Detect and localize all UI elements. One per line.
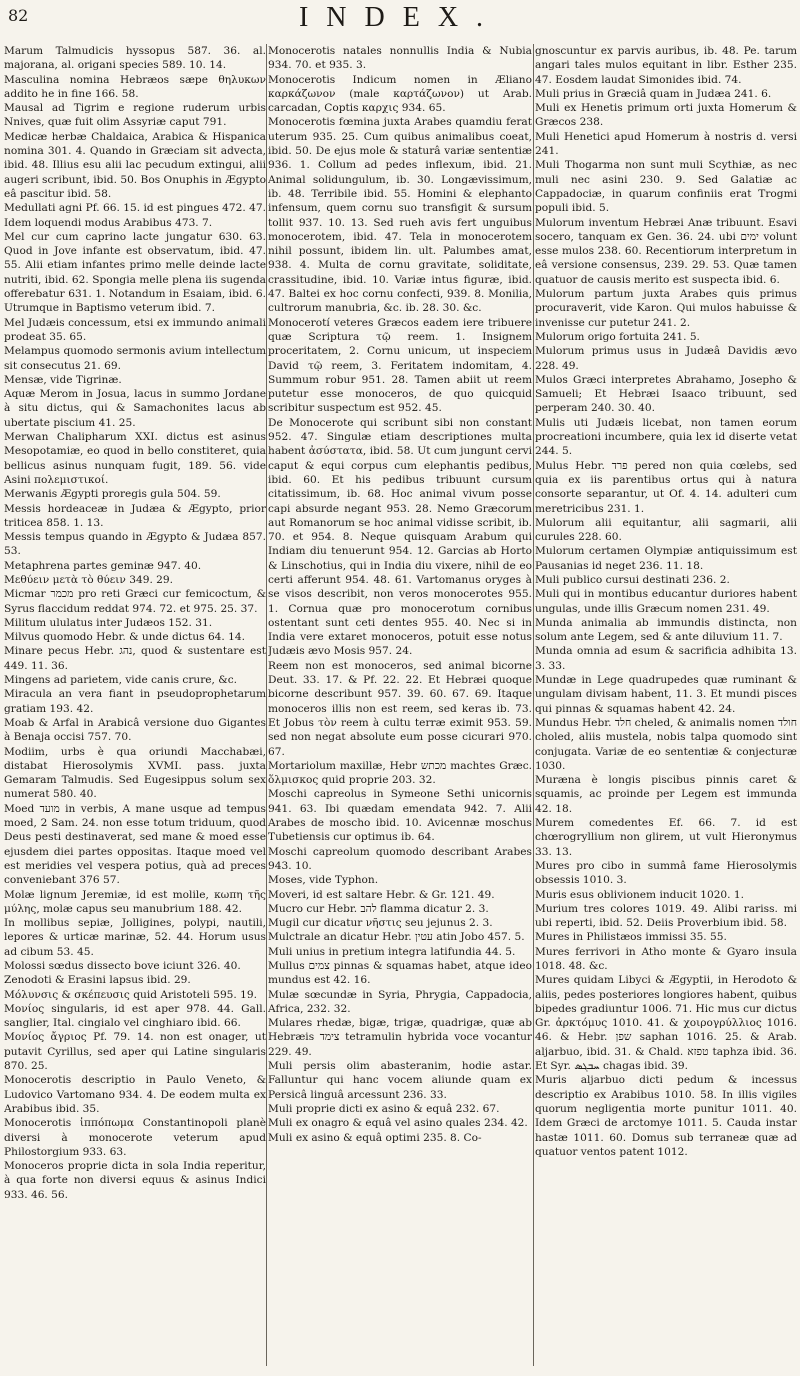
index-entry: Muli ex asino & equâ optimi 235. 8. Co- xyxy=(268,1131,482,1144)
index-entry: Mingens ad parietem, vide canis crure, &c. xyxy=(4,674,238,687)
index-entry: Monocerotis ἱππόπωμα Constantinopoli planè diversi à monocerote veterum apud Philostorgium 933. 63. xyxy=(4,1117,266,1158)
index-entry: Moschi capreolum quomodo describant Arabes 943. 10. xyxy=(268,845,532,872)
index-entry: Muli qui in montibus educantur duriores habent ungulas, unde illis Græcum nomen 231. 49. xyxy=(535,588,797,615)
index-entry: Messis tempus quando in Ægypto & Judæa 857. 53. xyxy=(4,531,266,558)
index-entry: Mures in Philistæos immissi 35. 55. xyxy=(535,931,727,944)
index-entry: Moses, vide Typhon. xyxy=(268,874,379,887)
index-entry: Muli proprie dicti ex asino & equâ 232. 67. xyxy=(268,1102,500,1115)
index-entry: Mundus Hebr. חלד cheled, & animalis nomen חולד choled, aliis mustela, nobis talpa quomodo sint conjugata. Variæ de eo sententiæ & conjecturæ 1030. xyxy=(535,716,797,772)
index-entry: Muris aljarbuo dicti pedum & incessus descriptio ex Arabibus 1010. 58. In illis vigiles quorum negligentia morte punitur 1011. 40. Idem Græci de arctomye 1011. 5. Cauda instar hastæ 1011. 60. Domus sub terraneæ quæ ad quatuor ventos patent 1012. xyxy=(535,1074,797,1158)
index-entry: Muli ex Henetis primum orti juxta Homerum & Græcos 238. xyxy=(535,102,797,129)
index-entry: Mel cur cum caprino lacte jungatur 630. 63. Quod in Jove infante est observatum, ibid. 47. 55. Alii etiam infantes primo melle deinde lacte nutriti, ibid. 62. Spongia melle plena iis sugenda offerebatur 631. 1. Notandum in Esaiam, ibid. 6. Utrumque in Baptismo veterum ibid. 7. xyxy=(4,230,266,315)
index-entry: Minare pecus Hebr. נהג, quod & sustentare est 449. 11. 36. xyxy=(4,645,266,672)
index-entry: Messis hordeaceæ in Judæa & Ægypto, prior triticea 858. 1. 13. xyxy=(4,502,266,529)
index-entry: Reem non est monoceros, sed animal bicorne Deut. 33. 17. & Pf. 22. 22. Et Hebræi quoque bicorne describunt 957. 39. 60. 67. 69. Itaque monoceros illis non est reem, sed keras ib. 73. Et Jobus τὸν reem à cultu terræ eximit 953. 59. sed non negat absolute eum posse cicurari 970. 67. xyxy=(268,659,532,758)
index-entry: Mures ferrivori in Atho monte & Gyaro insula 1018. 48. &c. xyxy=(535,945,797,972)
index-entry: Mulorum primus usus in Judæâ Davidis ævo 228. 49. xyxy=(535,345,797,372)
index-entry: Mugil cur dicatur νῆστις seu jejunus 2. 3. xyxy=(268,917,493,930)
index-entry: Mulis uti Judæis licebat, non tamen eorum procreationi incumbere, quia lex id diserte vetat 244. 5. xyxy=(535,416,797,458)
index-entry: Μονίος singularis, id est aper 978. 44. Gall. sanglier, Ital. cingialo vel cinghiaro ibid. 66. xyxy=(4,1002,266,1030)
index-entry: Moschi capreolus in Symeone Sethi unicornis 941. 63. Ibi quædam emendata 942. 7. Alii Arabes de moscho ibid. 10. Avicennæ moschus Tubetiensis cur optimus ib. 64. xyxy=(268,788,532,844)
index-entry: Zenodoti & Erasini lapsus ibid. 29. xyxy=(4,974,191,987)
index-entry: Munda omnia ad esum & sacrificia adhibita 13. 3. 33. xyxy=(535,645,797,672)
index-entry: Moveri, id est saltare Hebr. & Gr. 121. 49. xyxy=(268,888,495,901)
page-number: 82 xyxy=(8,6,29,25)
index-entry: Muli ex onagro & equâ vel asino quales 234. 42. xyxy=(268,1117,528,1130)
index-entry: Muli unius in pretium integra latifundia 44. 5. xyxy=(268,945,516,958)
index-entry: Mulorum certamen Olympiæ antiquissimum est Pausanias id neget 236. 11. 18. xyxy=(535,545,797,572)
index-entry: Mulorum origo fortuita 241. 5. xyxy=(535,330,700,343)
index-entry: Μεθύειν μετὰ τὸ θύειν 349. 29. xyxy=(4,573,174,586)
index-entry: Mures pro cibo in summâ fame Hierosolymis obsessis 1010. 3. xyxy=(535,859,797,887)
index-entry: Mucro cur Hebr. להב flamma dicatur 2. 3. xyxy=(268,902,489,915)
index-entry: Muli publico cursui destinati 236. 2. xyxy=(535,573,730,586)
index-entry: Muris esus oblivionem inducit 1020. 1. xyxy=(535,888,745,901)
index-entry: Mensæ, vide Tigrinæ. xyxy=(4,373,122,386)
index-entry: Mures quidam Libyci & Ægyptii, in Herodoto & aliis, pedes posteriores longiores habent, quibus bipedes gradiuntur 1006. 71. Hic mus cur dictus Gr. ἀρκτόμυς 1010. 41. & χοιρογρύλλιος 1016. 46. & Hebr. שפן saphan 1016. 25. & Arab. aljarbuo, ibid. 31. & Chald. טפזא taphza ibid. 36. Et Syr. ܚܒܓܣ chagas ibid. 39. xyxy=(535,974,797,1073)
index-entry: Mulorum inventum Hebræi Anæ tribuunt. Esavi socero, tanquam ex Gen. 36. 24. ubi ימים volunt esse mulos 238. 60. Recentiorum interpretum in eâ versione consensus, 239. 29. 53. Quæ tamen quatuor de causis merito est suspecta ibid. 6. xyxy=(535,216,797,286)
index-column-3 xyxy=(535,44,797,1366)
index-entry: Murium tres colores 1019. 49. Alibi rariss. mi ubi reperti, ibid. 52. Deiis Proverbium ibid. 58. xyxy=(535,902,797,930)
index-entry: Moab & Arfal in Arabicâ versione duo Gigantes à Benaja occisi 757. 70. xyxy=(4,716,266,744)
index-entry: Metaphrena partes geminæ 947. 40. xyxy=(4,559,202,572)
index-entry: In mollibus sepiæ, Jolligines, polypi, nautili, lepores & urticæ marinæ, 52. 44. Horum usus ad cibum 53. 45. xyxy=(4,917,266,958)
index-entry: Merwan Chalipharum XXI. dictus est asinus Mesopotamiæ, eo quod in bello constiteret, quia bellicus asinus nunquam fugit, 189. 56. vide Asini πολεμιστικοί. xyxy=(4,431,266,486)
index-entry: Μόλυνσις & σκέπευσις quid Aristoteli 595. 19. xyxy=(4,988,258,1001)
index-entry: Mulorum partum juxta Arabes quis primus procuraverit, vide Karon. Qui mulos habuisse & invenisse cur putetur 241. 2. xyxy=(535,288,797,329)
index-entry: Mulctrale an dicatur Hebr. עטין atin Jobo 457. 5. xyxy=(268,931,525,944)
index-entry: Murem comedentes Ef. 66. 7. id est chœrogryllium non glirem, ut vult Hieronymus 33. 13. xyxy=(535,817,797,858)
column-rule-left xyxy=(266,44,267,1366)
index-entry: Mullus צמים pinnas & squamas habet, atque ideo mundus est 42. 16. xyxy=(268,960,532,987)
index-entry: Muræna è longis piscibus pinnis caret & squamis, ac proinde per Legem est immunda 42. 18. xyxy=(535,774,797,815)
index-entry: Marum Talmudicis hyssopus 587. 36. al. majorana, al. origani species 589. 10. 14. xyxy=(4,45,266,72)
index-entry: Mundæ in Lege quadrupedes quæ ruminant & ungulam divisam habent, 11. 3. Et mundi pisces qui pinnas & squamas habent 42. 24. xyxy=(535,674,797,715)
index-entry: Monocerotis natales nonnullis India & Nubia 934. 70. et 935. 3. xyxy=(268,45,532,72)
index-entry: Merwanis Ægypti proregis gula 504. 59. xyxy=(4,488,221,501)
index-column-1 xyxy=(4,44,266,1366)
index-entry: Μονίος ἄγριος Pf. 79. 14. non est onager, ut putavit Cyrillus, sed aper qui Latine singularis 870. 25. xyxy=(4,1031,266,1073)
index-entry: Muli prius in Græciâ quam in Judæa 241. 6. xyxy=(535,87,772,100)
index-entry: Muli Henetici apud Homerum à nostris d. versi 241. xyxy=(535,130,797,158)
index-entry: De Monocerote qui scribunt sibi non constant 952. 47. Singulæ etiam descriptiones multa habent ἀσύστατα, ibid. 58. Ut cum jungunt cervi caput & equi corpus cum elephantis pedibus, ibid. 60. Et his pedibus tribuunt cursum citatissimum, ib. 68. Hoc animal vivum posse capi absurde negant 953. 28. Nemo Græcorum aut Romanorum se hoc animal vidisse scribit, ib. 70. et 954. 8. Neque quisquam Arabum qui Indiam diu tenuerunt 954. 12. Garcias ab Horto & Linschotius, qui in India diu vixere, nihil de eo certi afferunt 954. 48. 61. Vartomanus oryges à se visos describit, non veros monocerotes 955. 1. Cornua quæ pro monocerotum cornibus ostentant sunt ceti dentes 955. 40. Nec si in India vere extaret monoceros, potuit esse notus Judæis ævo Mosis 957. 24. xyxy=(268,416,532,658)
index-entry: Monocerotis descriptio in Paulo Veneto, & Ludovico Vartomano 934. 4. De eodem multa ex Arabibus ibid. 35. xyxy=(4,1074,266,1115)
index-entry: Muli persis olim abasteranim, hodie astar. Falluntur qui hanc vocem aliunde quam ex Persicâ linguâ arcessunt 236. 33. xyxy=(268,1060,532,1101)
running-head: INDEX. xyxy=(298,2,502,33)
index-entry: Molossi sœdus dissecto bove iciunt 326. 40. xyxy=(4,960,241,972)
index-entry: gnoscuntur ex parvis auribus, ib. 48. Pe. tarum angari tales mulos equitant in libr. Esther 235. 47. Eosdem laudat Simonides ibid. 74. xyxy=(535,45,797,86)
index-entry: Mausal ad Tigrim e regione ruderum urbis Nnives, quæ fuit olim Assyriæ caput 791. xyxy=(4,102,266,129)
index-entry: Medullati agni Pf. 66. 15. id est pingues 472. 47. Idem loquendi modus Arabibus 473. 7. xyxy=(4,202,266,229)
index-entry: Mortariolum maxillæ, Hebr מכתש machtes Græc. ὅλμισκος quid proprie 203. 32. xyxy=(268,759,532,787)
index-entry: Aquæ Merom in Josua, lacus in summo Jordane à situ dictus, qui & Samachonites lacus ab ubertate piscium 41. 25. xyxy=(4,388,266,429)
index-entry: Muli Thogarma non sunt muli Scythiæ, as nec muli nec asini 230. 9. Sed Galatiæ ac Cappadociæ, in quarum confiniis erat Trogmi populi ibid. 5. xyxy=(535,159,797,215)
index-entry: Monocerotí veteres Græcos eadem iere tribuere quæ Scriptura τῷ reem. 1. Insignem proceritatem, 2. Cornu unicum, ut inspeciem David τῷ reem, 3. Feritatem indomitam, 4. Summum robur 951. 28. Tamen abiit ut reem putetur esse monoceros, de quo quicquid scribitur suspectum est 952. 45. xyxy=(268,316,532,415)
index-entry: Monocerotis Indicum nomen in Æliano καρκάζωνον (male καρτάζωνον) ut Arab. carcadan, Coptis καρχις 934. 65. xyxy=(268,73,532,115)
index-entry: Medicæ herbæ Chaldaica, Arabica & Hispanica nomina 301. 4. Quando in Græciam sit advecta, ibid. 48. Illius esu alii lac pecudum extingui, alii augeri scribunt, ibid. 50. Bos Onuphis in Ægypto eâ pascitur ibid. 58. xyxy=(4,130,266,200)
index-entry: Monocerotis fœmina juxta Arabes quamdiu ferat uterum 935. 25. Cum quibus animalibus coeat, ibid. 50. De ejus mole & staturâ variæ sententiæ 936. 1. Collum ad pedes inflexum, ibid. 21. Animal solidungulum, ib. 30. Longævissimum, ib. 48. Terribile ibid. 55. Homini & elephanto infensum, quem cornu suo transfigit & sursum tollit 937. 10. 13. Sed rueh avis fert unguibus monocerotem, ibid. 47. Tela in monocerotem nihil possunt, ibidem lin. ult. Palumbes amat, 938. 4. Multa de cornu gravitate, soliditate, crassitudine, ibid. 10. Variæ intus figuræ, ibid. 47. Baltei ex hoc cornu confecti, 939. 8. Monilia, cultrorum manubria, &c. ib. 28. 30. &c. xyxy=(268,116,532,315)
index-entry: Monoceros proprie dicta in sola India reperitur, à qua forte non diversi equus & asinus Indici 933. 46. 56. xyxy=(4,1160,266,1201)
index-column-2 xyxy=(268,44,532,1366)
index-entry: Mulorum alii equitantur, alii sagmarii, alii curules 228. 60. xyxy=(535,516,797,544)
index-entry: Militum ululatus inter Judæos 152. 31. xyxy=(4,616,213,629)
index-entry: Masculina nomina Hebræos sæpe θηλυκων addito he in fine 166. 58. xyxy=(4,73,266,100)
index-entry: Mulares rhedæ, bigæ, trigæ, quadrigæ, quæ ab Hebræis צימד tetramulin hybrida voce vocantur 229. 49. xyxy=(268,1017,532,1058)
index-entry: Milvus quomodo Hebr. & unde dictus 64. 14. xyxy=(4,631,246,644)
index-entry: Mulæ sœcundæ in Syria, Phrygia, Cappadocia, Africa, 232. 32. xyxy=(268,988,532,1015)
index-entry: Molæ lignum Jeremiæ, id est molile, κωπη τῆς μύλης, molæ capus seu manubrium 188. 42. xyxy=(4,888,266,915)
index-entry: Melampus quomodo sermonis avium intellectum sit consecutus 21. 69. xyxy=(4,345,266,372)
index-entry: Mel Judæis concessum, etsi ex immundo animali prodeat 35. 65. xyxy=(4,316,266,343)
column-rule-right xyxy=(533,44,534,1366)
index-entry: Modiim, urbs è qua oriundi Macchabæi, distabat Hierosolymis XVMI. pass. juxta Gemaram Talmudis. Sed Eugesippus solum sex numerat 580. 40. xyxy=(4,745,266,801)
index-entry: Mulos Græci interpretes Abrahamo, Josepho & Samueli; Et Hebræi Isaaco tribuunt, sed perperam 240. 30. 40. xyxy=(535,373,797,415)
index-entry: Micmar מכמר pro reti Græci cur femicoctum, & Syrus flaccidum reddat 974. 72. et 975. 25. 37. xyxy=(4,588,266,615)
index-entry: Mulus Hebr. פרד pered non quia cœlebs, sed quia ex iis parentibus ortus qui à natura consorte separantur, ut Of. 4. 14. adulteri cum meretricibus 231. 1. xyxy=(535,459,797,515)
index-entry: Moed מועד in verbis, A mane usque ad tempus moed, 2 Sam. 24. non esse totum triduum, quod Deus pesti destinaverat, sed mane & moed esse ejusdem diei partes oppositas. Itaque moed vel est meridies vel vespera potius, quà ad preces conveniebant 376 57. xyxy=(4,802,266,887)
index-entry: Miracula an vera fiant in pseudoprophetarum gratiam 193. 42. xyxy=(4,688,266,715)
index-entry: Munda animalia ab immundis distincta, non solum ante Legem, sed & ante diluvium 11. 7. xyxy=(535,616,797,644)
